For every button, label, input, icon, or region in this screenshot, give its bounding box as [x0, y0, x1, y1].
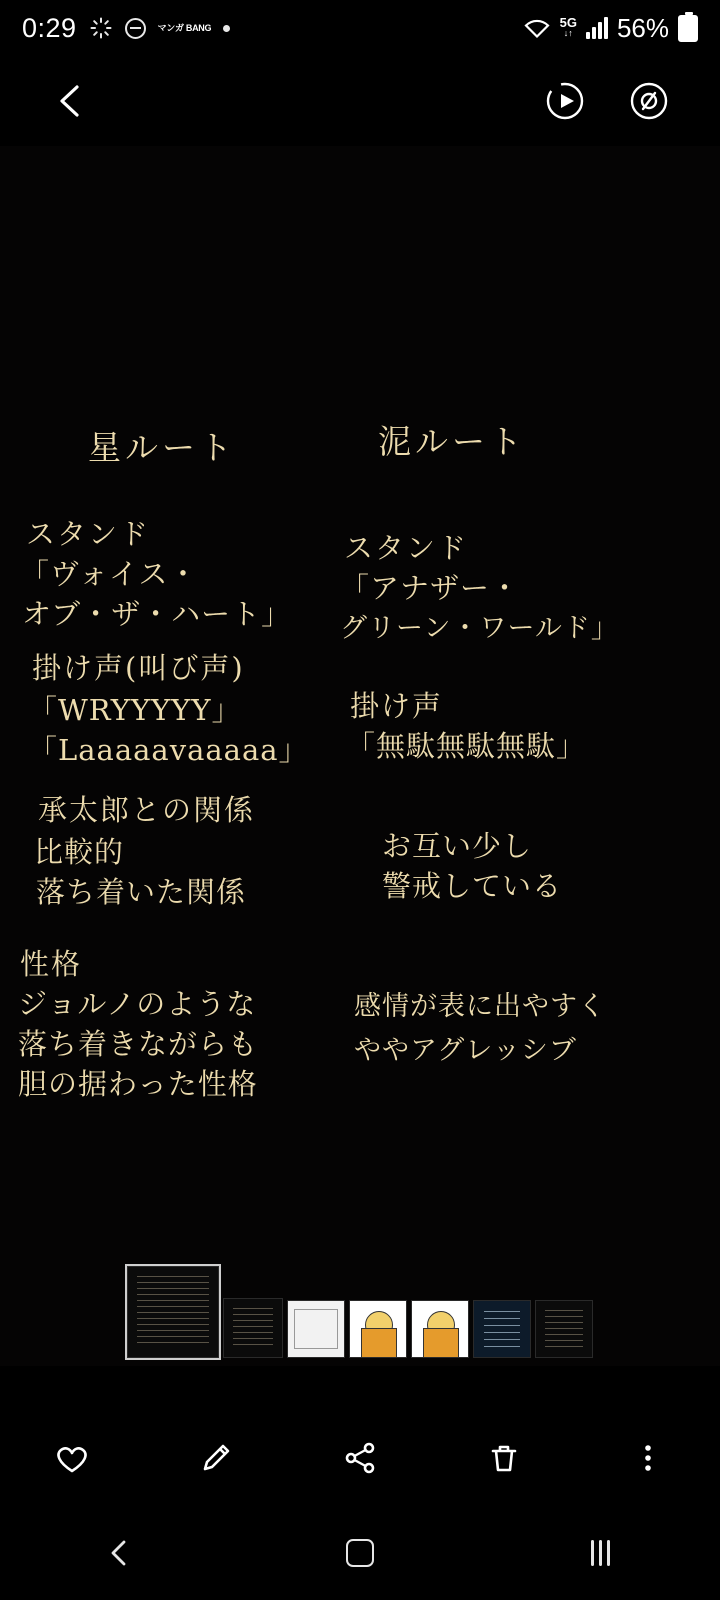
thumb-sketch-white[interactable]	[287, 1300, 345, 1358]
wifi-icon	[523, 17, 551, 39]
right-block-2-line-1: 「無駄無駄無駄」	[346, 729, 587, 763]
right-block-1-line-2: グリーン・ワールド」	[340, 613, 619, 644]
right-block-4-line-2: ややアグレッシブ	[354, 1035, 577, 1066]
left-block-4-line-3: 胆の据わった性格	[18, 1067, 258, 1101]
right-block-2-head: 掛け声	[350, 689, 444, 723]
status-bar-left	[22, 13, 523, 44]
left-block-1-line-2: オブ・ザ・ハート」	[22, 597, 292, 631]
right-block-1-line-1: 「アナザー・	[340, 571, 521, 605]
left-block-4-line-1: ジョルノのような	[18, 987, 257, 1021]
left-block-2-line-1: 「WRYYYYY」	[28, 693, 242, 727]
battery-percent-label: 56%	[616, 12, 669, 43]
square-icon	[346, 1539, 374, 1567]
right-block-3-line-2: 警戒している	[382, 869, 563, 903]
status-bar	[0, 0, 720, 56]
back-icon[interactable]	[48, 78, 94, 124]
thumb-notes-2[interactable]	[223, 1298, 283, 1358]
motion-photo-icon[interactable]	[542, 78, 588, 124]
chevron-left-icon	[104, 1537, 136, 1569]
loading-spinner-icon	[89, 16, 113, 40]
status-clock: 0:29	[22, 12, 77, 43]
photo-viewer[interactable]	[0, 146, 720, 1366]
thumb-character-2[interactable]	[411, 1300, 469, 1358]
system-nav-bar	[0, 1506, 720, 1600]
pencil-icon[interactable]	[186, 1428, 246, 1488]
share-icon[interactable]	[330, 1428, 390, 1488]
left-block-3-line-2: 落ち着いた関係	[36, 875, 247, 909]
top-action-bar	[0, 56, 720, 146]
manga-bang-icon: マンガ BANG	[157, 22, 212, 33]
trash-icon[interactable]	[474, 1428, 534, 1488]
left-block-4-line-2: 落ち着きながらも	[18, 1027, 259, 1061]
heart-icon[interactable]	[42, 1428, 102, 1488]
lens-icon[interactable]	[626, 78, 672, 124]
kebab-menu-icon[interactable]	[618, 1428, 678, 1488]
do-not-disturb-icon	[125, 18, 146, 39]
nav-home-button[interactable]	[300, 1506, 420, 1600]
left-block-1-line-1: 「ヴォイス・	[20, 557, 199, 591]
battery-icon	[678, 15, 698, 42]
left-block-3-line-1: 比較的	[34, 835, 125, 869]
left-block-2-line-2: 「Laaaaavaaaaa」	[28, 733, 309, 767]
right-column-title: 泥ルート	[378, 422, 526, 461]
top-action-bar-right	[542, 78, 672, 124]
thumbnail-filmstrip[interactable]	[0, 1258, 720, 1358]
thumb-notes-current[interactable]	[127, 1266, 219, 1358]
nav-recents-button[interactable]	[540, 1506, 660, 1600]
5g-icon: 5G ↓↑	[559, 15, 577, 38]
right-block-4-line-1: 感情が表に出やすく	[354, 991, 606, 1022]
signal-bars-icon	[586, 17, 608, 39]
left-block-3-head: 承太郎との関係	[38, 793, 256, 827]
right-block-3-line-1: お互い少し	[382, 829, 533, 863]
bottom-action-bar	[0, 1410, 720, 1506]
three-lines-icon	[591, 1540, 610, 1566]
dot-icon	[223, 25, 230, 32]
nav-back-button[interactable]	[60, 1506, 180, 1600]
thumb-dark-text[interactable]	[473, 1300, 531, 1358]
left-column-title: 星ルート	[88, 428, 236, 467]
thumb-character-1[interactable]	[349, 1300, 407, 1358]
left-block-2-head: 掛け声(叫び声)	[32, 651, 245, 685]
thumb-dark-photo[interactable]	[535, 1300, 593, 1358]
left-block-1-head: スタンド	[26, 517, 151, 551]
left-block-4-head: 性格	[20, 947, 83, 981]
right-block-1-head: スタンド	[344, 531, 469, 565]
status-bar-right	[523, 13, 698, 44]
